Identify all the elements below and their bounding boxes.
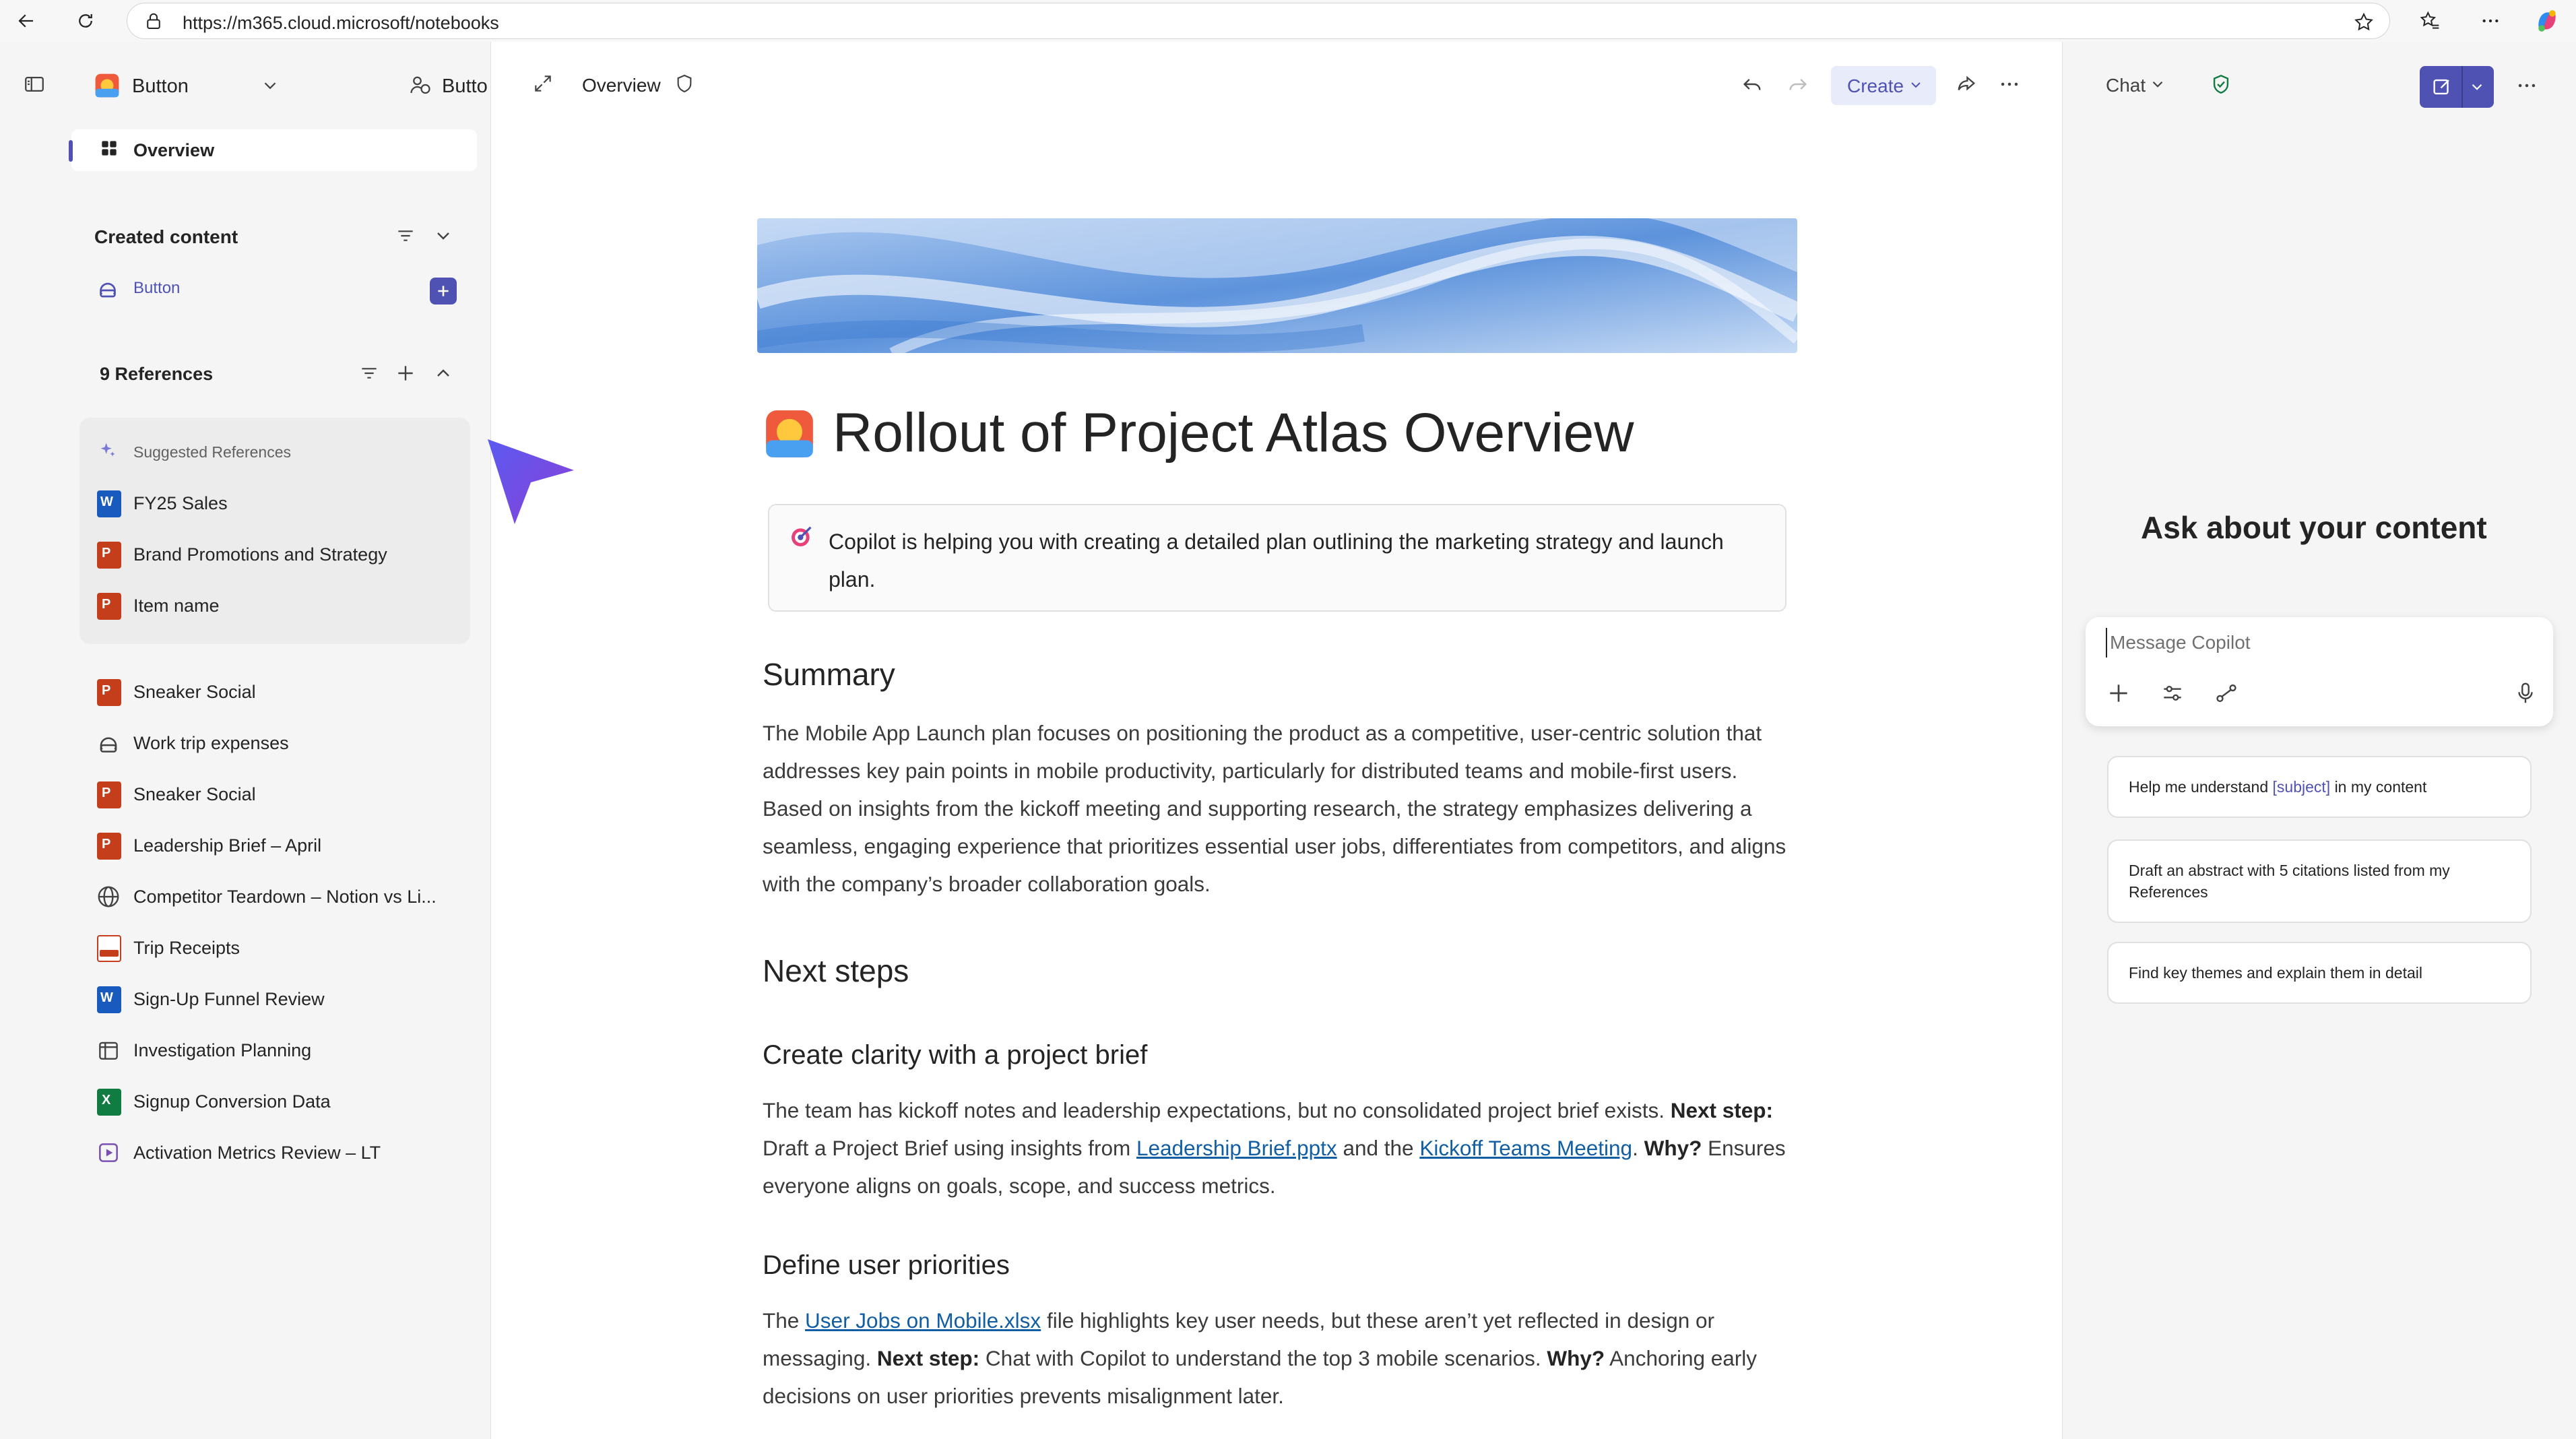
video-icon bbox=[96, 1140, 121, 1169]
sparkle-icon bbox=[98, 441, 117, 463]
more-options-icon[interactable] bbox=[2476, 7, 2505, 35]
url-text[interactable]: https://m365.cloud.microsoft/notebooks bbox=[183, 13, 499, 33]
paragraph-text: Ensures everyone aligns on goals, scope, and success metrics. bbox=[763, 1136, 1786, 1198]
notebook-icon bbox=[94, 73, 120, 102]
excel-doc-letter: X bbox=[102, 1093, 111, 1108]
copilot-chat-pane bbox=[2063, 42, 2576, 1439]
planner-icon bbox=[96, 1037, 121, 1066]
settings-sliders-icon[interactable] bbox=[2160, 680, 2185, 709]
paragraph-text: The bbox=[763, 1308, 800, 1333]
reference-label: Trip Receipts bbox=[133, 938, 240, 958]
split-divider bbox=[2461, 66, 2463, 108]
site-info-icon[interactable] bbox=[143, 11, 164, 35]
browser-toolbar bbox=[0, 0, 2576, 42]
back-icon[interactable] bbox=[12, 7, 40, 35]
protected-shield-icon[interactable] bbox=[2210, 73, 2232, 99]
powerpoint-doc-letter: P bbox=[102, 546, 111, 561]
page-title[interactable]: Rollout of Project Atlas Overview bbox=[833, 402, 1634, 463]
create-button[interactable] bbox=[1831, 66, 1936, 105]
bold-label: Why? bbox=[1547, 1346, 1605, 1370]
section-paragraph bbox=[763, 1091, 1793, 1205]
references-heading: 9 References bbox=[100, 364, 214, 384]
created-item-label[interactable]: Button bbox=[133, 279, 181, 297]
summary-heading: Summary bbox=[763, 657, 895, 692]
suggested-prompt-button[interactable] bbox=[2107, 839, 2532, 923]
prompt-text bbox=[2129, 776, 2426, 798]
reference-label: Brand Promotions and Strategy bbox=[133, 544, 387, 565]
share-people-icon[interactable] bbox=[408, 73, 432, 100]
pdf-doc-icon bbox=[97, 935, 121, 962]
created-content-heading: Created content bbox=[94, 226, 238, 247]
notebook-switcher-chevron-icon[interactable] bbox=[260, 75, 280, 99]
redo-icon[interactable] bbox=[1786, 73, 1809, 99]
powerpoint-doc-letter: P bbox=[102, 683, 111, 698]
prompt-text: Draft an abstract with 5 citations listed from my References bbox=[2129, 862, 2450, 901]
powerpoint-doc-letter: P bbox=[102, 837, 111, 852]
section-heading: Define user priorities bbox=[763, 1250, 1010, 1280]
chat-heading: Ask about your content bbox=[2141, 510, 2487, 545]
more-options-icon[interactable] bbox=[1998, 73, 2021, 99]
paragraph-text: Anchoring early decisions on user priorities prevents misalignment later. bbox=[763, 1346, 1758, 1408]
sidebar-item-overview[interactable] bbox=[71, 129, 477, 171]
message-composer bbox=[2086, 617, 2553, 726]
plus-icon bbox=[434, 282, 452, 300]
paragraph-text: and the bbox=[1343, 1136, 1414, 1160]
paragraph-text: The team has kickoff notes and leadership expectations, but no consolidated project brief exists. bbox=[763, 1098, 1665, 1122]
reference-label: FY25 Sales bbox=[133, 493, 228, 513]
bold-label: Next step: bbox=[876, 1346, 980, 1370]
filter-icon[interactable] bbox=[395, 225, 416, 250]
expand-icon[interactable] bbox=[532, 73, 554, 98]
copilot-callout bbox=[768, 504, 1786, 612]
add-content-button[interactable] bbox=[430, 278, 457, 305]
copilot-logo-icon[interactable] bbox=[2533, 7, 2561, 35]
powerpoint-doc-letter: P bbox=[102, 786, 111, 800]
reference-link[interactable]: Kickoff Teams Meeting bbox=[1419, 1136, 1633, 1160]
selected-indicator bbox=[69, 140, 73, 162]
favorites-icon[interactable] bbox=[2416, 7, 2444, 35]
prompt-text-part: Help me understand bbox=[2129, 778, 2269, 796]
reference-label: Sneaker Social bbox=[133, 682, 256, 702]
add-reference-icon[interactable] bbox=[395, 362, 416, 387]
chevron-down-icon bbox=[1908, 77, 1924, 96]
prompt-text-part: in my content bbox=[2334, 778, 2427, 796]
create-button-label: Create bbox=[1847, 75, 1904, 96]
header-banner-image bbox=[757, 218, 1797, 353]
filter-icon[interactable] bbox=[358, 362, 380, 387]
refresh-icon[interactable] bbox=[71, 7, 100, 35]
loop-page-icon bbox=[96, 730, 121, 759]
link-icon[interactable] bbox=[2214, 680, 2239, 709]
undo-icon[interactable] bbox=[1741, 73, 1764, 99]
section-paragraph bbox=[763, 1302, 1793, 1415]
collapse-chevron-icon[interactable] bbox=[432, 225, 454, 250]
word-doc-letter: W bbox=[100, 494, 113, 509]
reference-label: Work trip expenses bbox=[133, 733, 289, 753]
word-doc-letter: W bbox=[100, 990, 113, 1005]
reference-label: Sneaker Social bbox=[133, 784, 256, 804]
paragraph-text: Chat with Copilot to understand the top 3 mobile scenarios. bbox=[985, 1346, 1541, 1370]
notebook-name[interactable]: Button bbox=[132, 75, 189, 97]
message-input[interactable] bbox=[2106, 628, 2510, 658]
share-icon[interactable] bbox=[1955, 73, 1978, 99]
target-icon bbox=[788, 523, 815, 553]
bold-label: Next step: bbox=[1670, 1098, 1774, 1122]
reference-link[interactable]: User Jobs on Mobile.xlsx bbox=[805, 1308, 1041, 1333]
compose-icon bbox=[2430, 75, 2453, 102]
reference-label: Signup Conversion Data bbox=[133, 1091, 331, 1112]
prompt-placeholder: [subject] bbox=[2272, 778, 2331, 796]
prompt-text: Find key themes and explain them in detail bbox=[2129, 964, 2422, 982]
pointer-cursor-icon bbox=[484, 431, 578, 532]
bold-label: Why? bbox=[1644, 1136, 1702, 1160]
shield-icon[interactable] bbox=[674, 73, 695, 98]
breadcrumb[interactable]: Overview bbox=[582, 75, 661, 96]
suggested-prompt-button[interactable] bbox=[2107, 756, 2532, 818]
collapse-chevron-up-icon[interactable] bbox=[432, 362, 454, 387]
reference-label: Investigation Planning bbox=[133, 1040, 312, 1060]
suggested-references-heading: Suggested References bbox=[133, 443, 291, 461]
paragraph-text: . bbox=[1632, 1136, 1638, 1160]
microphone-icon[interactable] bbox=[2513, 680, 2538, 709]
favorite-add-icon[interactable] bbox=[2353, 11, 2375, 36]
globe-icon bbox=[96, 884, 121, 913]
sidebar-toggle-icon[interactable] bbox=[23, 73, 46, 99]
new-chat-button[interactable] bbox=[2420, 66, 2494, 108]
pdf-doc-band bbox=[100, 950, 119, 957]
reference-label: Activation Metrics Review – LT bbox=[133, 1143, 381, 1163]
chevron-down-icon[interactable] bbox=[2468, 78, 2486, 99]
reference-label: Sign-Up Funnel Review bbox=[133, 989, 325, 1009]
share-label[interactable]: Butto bbox=[442, 75, 488, 97]
sidebar-item-label: Overview bbox=[133, 140, 215, 160]
more-options-icon[interactable] bbox=[2515, 74, 2538, 100]
callout-text: Copilot is helping you with creating a detailed plan outlining the marketing strategy and launch plan. bbox=[829, 530, 1724, 591]
paragraph-text: Draft a Project Brief using insights from bbox=[763, 1136, 1131, 1160]
address-bar[interactable] bbox=[127, 3, 2390, 39]
suggested-prompt-button[interactable] bbox=[2107, 942, 2532, 1004]
chat-mode-label[interactable]: Chat bbox=[2106, 75, 2146, 96]
next-steps-heading: Next steps bbox=[763, 953, 909, 988]
add-attachment-icon[interactable] bbox=[2106, 680, 2131, 709]
chevron-down-icon[interactable] bbox=[2149, 75, 2166, 96]
section-heading: Create clarity with a project brief bbox=[763, 1040, 1148, 1070]
reference-label: Item name bbox=[133, 596, 220, 616]
loop-page-icon bbox=[96, 276, 120, 304]
reference-label: Leadership Brief – April bbox=[133, 835, 322, 856]
overview-grid-icon bbox=[98, 137, 120, 162]
reference-label: Competitor Teardown – Notion vs Li... bbox=[133, 887, 437, 907]
powerpoint-doc-letter: P bbox=[102, 597, 111, 612]
summary-paragraph: The Mobile App Launch plan focuses on positioning the product as a competitive, user-centric solution that addresses key pain points in mobile productivity, particularly for distributed teams and mobile-first users. Based on insights from the kickoff meeting and supporting research, the strategy emphasizes delivering a seamless, engaging experience that prioritizes essential user jobs, differentiates from competitors, and aligns with the company’s broader collaboration goals. bbox=[763, 721, 1786, 896]
notebook-emoji-icon bbox=[764, 408, 815, 463]
paragraph-text: file highlights key user needs, but these aren’t yet reflected in design or messaging. bbox=[763, 1308, 1715, 1370]
reference-link[interactable]: Leadership Brief.pptx bbox=[1136, 1136, 1337, 1160]
